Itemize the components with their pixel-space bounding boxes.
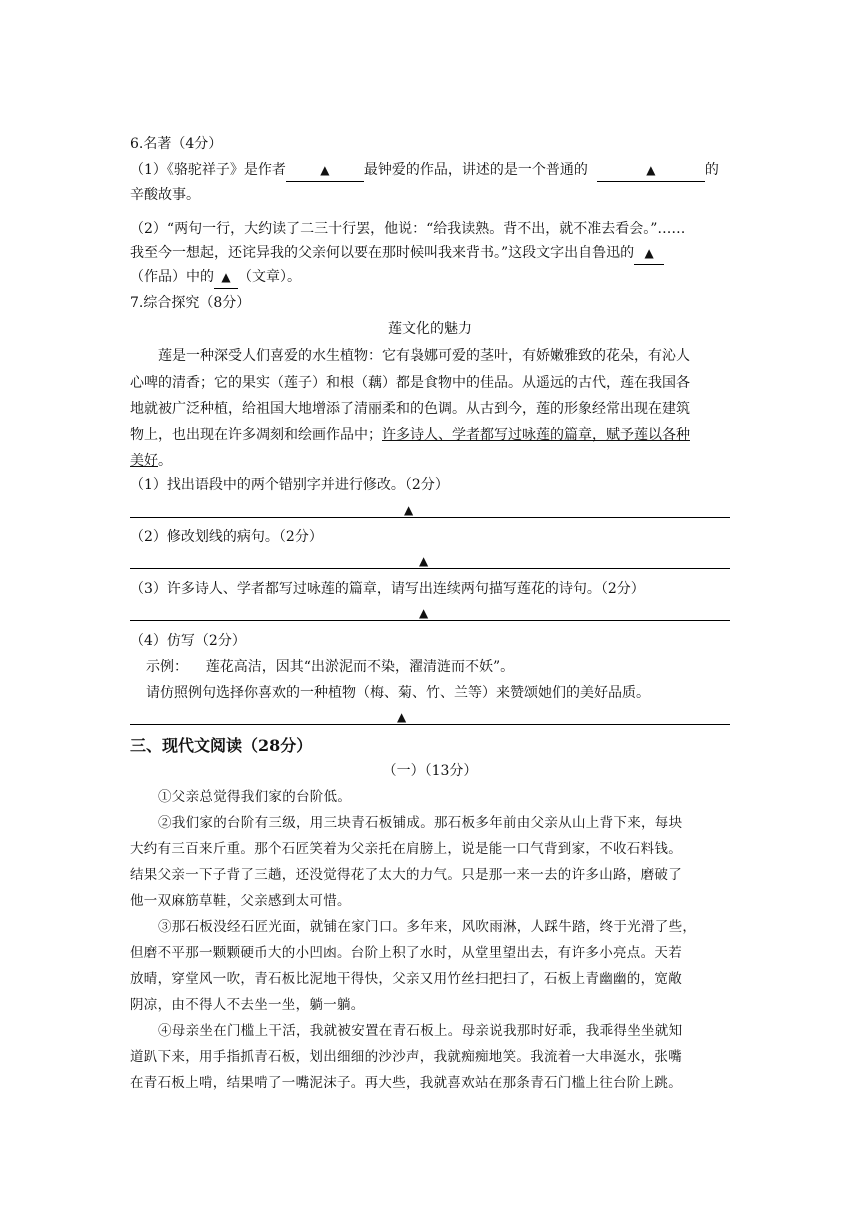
answer-mark: ▲ <box>644 246 654 260</box>
q6-part1-text-a: （1）《骆驼祥子》是作者 <box>130 162 286 178</box>
answer-mark: ▲ <box>221 270 231 284</box>
article-line: 放晴，穿堂风一吹，青石板比泥地干得快，父亲又用竹丝扫把扫了，石板上青幽幽的，宽敞 <box>130 971 682 987</box>
answer-blank-character[interactable] <box>597 159 705 182</box>
underlined-sentence-end: 美好 <box>130 453 158 469</box>
example-sentence: 示例： 莲花高洁，因其“出淤泥而不染，濯清涟而不妖”。 <box>146 659 515 675</box>
article-line: 阴凉，由不得人不去坐一坐，躺一躺。 <box>130 997 365 1013</box>
q7-sub3: （3）许多诗人、学者都写过咏莲的篇章，请写出连续两句描写莲花的诗句。（2分） <box>130 581 645 597</box>
article-line: ③那石板没经石匠光面，就铺在家门口。多年来，风吹雨淋，人踩牛踏，终于光滑了些， <box>158 919 697 935</box>
passage-period: 。 <box>158 453 172 469</box>
passage-title: 莲文化的魅力 <box>388 321 472 337</box>
answer-blank-work[interactable] <box>634 242 664 265</box>
answer-line-4[interactable] <box>130 724 730 725</box>
underlined-sentence: 许多诗人、学者都写过咏莲的篇章，赋予莲以各种 <box>382 427 690 443</box>
q6-part2-line3 <box>130 266 730 289</box>
answer-mark: ▲ <box>404 503 414 517</box>
q6-part2-line1: （2）“两句一行，大约读了二三十行罢，他说：“给我读熟。背不出，就不准去看会。”…… <box>130 221 686 237</box>
q6-part1-text-b: 最钟爱的作品，讲述的是一个普通的 <box>363 162 588 178</box>
q7-sub4: （4）仿写（2分） <box>130 633 246 649</box>
answer-mark: ▲ <box>646 163 656 177</box>
passage-text: 物上，也出现在许多凋刻和绘画作品中； <box>130 427 382 443</box>
article-line: 道趴下来，用手指抓青石板，划出细细的沙沙声，我就痴痴地笑。我流着一大串涎水，张嘴 <box>130 1049 682 1065</box>
answer-mark: ▲ <box>320 163 330 177</box>
q6-part2-line2 <box>130 242 730 265</box>
q6-part1-line1 <box>130 159 730 182</box>
article-line: 在青石板上啃，结果啃了一嘴泥沫子。再大些，我就喜欢站在那条青石门槛上往台阶上跳。 <box>130 1075 682 1091</box>
q7-sub2: （2）修改划线的病句。（2分） <box>130 529 323 545</box>
q6-part2-text-c: （作品）中的 <box>130 269 214 285</box>
answer-blank-article[interactable] <box>214 266 238 289</box>
passage-line <box>130 450 730 472</box>
q6-part2-text-d: （文章）。 <box>238 269 301 285</box>
q6-part2-text-b: 我至今一想起，还诧异我的父亲何以要在那时候叫我来背书。”这段文字出自鲁迅的 <box>130 245 635 261</box>
passage-line <box>130 424 730 446</box>
answer-line-2[interactable] <box>130 568 730 569</box>
passage-line: 心啤的清香；它的果实（莲子）和根（藕）都是食物中的佳品。从遥远的古代，莲在我国各 <box>130 375 690 391</box>
q6-part1-text-c: 的 <box>704 162 719 178</box>
answer-line-1[interactable] <box>130 517 730 518</box>
imitation-instruction: 请仿照例句选择你喜欢的一种植物（梅、菊、竹、兰等）来赞颂她们的美好品质。 <box>146 685 650 701</box>
article-line: ②我们家的台阶有三级，用三块青石板铺成。那石板多年前由父亲从山上背下来，每块 <box>158 815 683 831</box>
answer-line-3[interactable] <box>130 620 730 621</box>
section-subtitle: （一）（13分） <box>382 763 478 779</box>
q7-title: 7.综合探究（8分） <box>130 295 251 311</box>
q6-part1-line2: 辛酸故事。 <box>130 187 200 203</box>
article-line: 大约有三百来斤重。那个石匠笑着为父亲托在肩膀上，说是能一口气背到家，不收石料钱。 <box>130 841 682 857</box>
answer-mark: ▲ <box>419 554 429 568</box>
q7-sub1: （1）找出语段中的两个错别字并进行修改。（2分） <box>130 477 449 493</box>
article-line: ①父亲总觉得我们家的台阶低。 <box>158 789 352 805</box>
answer-blank-author[interactable] <box>286 159 364 182</box>
passage-line: 莲是一种深受人们喜爱的水生植物：它有袅娜可爱的茎叶，有娇嫩雅致的花朵，有沁人 <box>158 348 690 364</box>
answer-mark: ▲ <box>397 710 407 724</box>
passage-line: 地就被广泛种植，给祖国大地增添了清丽柔和的色调。从古到今，莲的形象经常出现在建筑 <box>130 401 690 417</box>
article-line: 他一双麻筋草鞋，父亲感到太可惜。 <box>130 893 351 909</box>
article-line: ④母亲坐在门槛上干活，我就被安置在青石板上。母亲说我那时好乖，我乖得坐坐就知 <box>158 1023 683 1039</box>
section-title: 三、现代文阅读（28分） <box>130 736 313 755</box>
q6-title: 6.名著（4分） <box>130 136 223 152</box>
article-line: 结果父亲一下子背了三趟，还没觉得花了太大的力气。只是那一来一去的许多山路，磨破了 <box>130 867 682 883</box>
article-line: 但磨不平那一颗颗硬币大的小凹凼。台阶上积了水时，从堂里望出去，有许多小亮点。天若 <box>130 945 682 961</box>
answer-mark: ▲ <box>419 606 429 620</box>
